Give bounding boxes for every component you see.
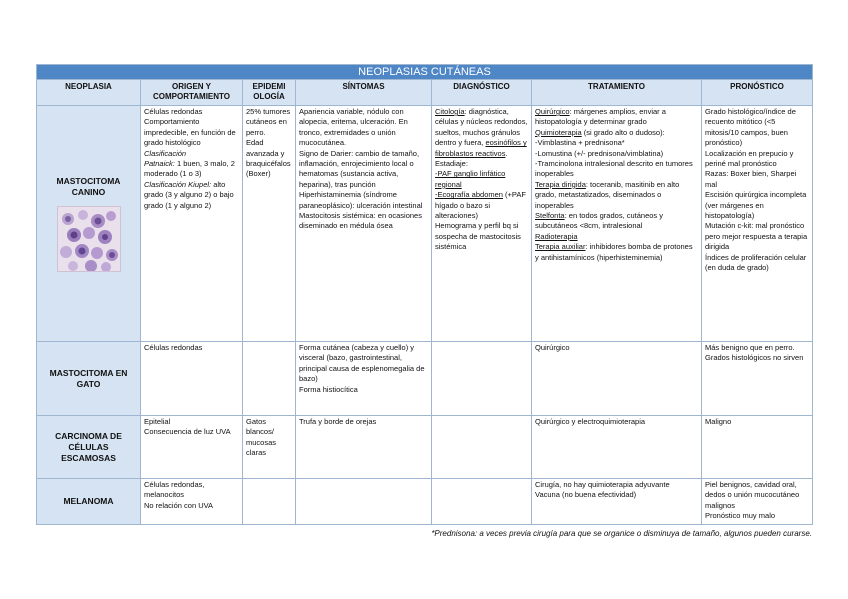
mast-cell-micrograph-image <box>57 206 121 272</box>
neoplasia-cell: CARCINOMA DE CÉLULAS ESCAMOSAS <box>37 416 141 479</box>
header-tratamiento: TRATAMIENTO <box>532 80 702 106</box>
origen-cell: Células redondas <box>141 342 243 416</box>
diagnostico-cell: Citología: diagnóstica, células y núcleos redondos, sueltos, muchos gránulos dentro y fuera, eosinófilos y fibroblastos reactivos. Estadiaje: -PAF ganglio linfático regional -Ecografía abdomen (+PAF hígado o bazo si alteraciones) Hemograma y perfil bq si sospecha de mastocitosis sistémica <box>432 106 532 342</box>
tratamiento-cell: Cirugía, no hay quimioterapia adyuvante Vacuna (no buena efectividad) <box>532 479 702 525</box>
sintomas-cell <box>296 479 432 525</box>
pronostico-cell: Maligno <box>702 416 813 479</box>
neoplasia-cell: MELANOMA <box>37 479 141 525</box>
sintomas-cell: Forma cutánea (cabeza y cuello) y visceral (bazo, gastrointestinal, principal causa de esplenomegalia de bazo) Forma histiocítica <box>296 342 432 416</box>
table-row-mastocitoma-gato <box>37 342 813 416</box>
header-epidemiologia: EPIDEMI OLOGÍA <box>243 80 296 106</box>
sintomas-cell: Apariencia variable, nódulo con alopecia, eritema, ulceración. En tronco, extremidades o unión mucocutánea. Signo de Darier: cambio de tamaño, inflamación, enrojecimiento local o hematomas (sustancia activa, heparina), tras punción Hiperhistaminemia (síndrome paraneoplásico): ulceración intestinal Mastocitosis sistémica: en ocasiones diseminado en médula ósea <box>296 106 432 342</box>
origen-cell: Epitelial Consecuencia de luz UVA <box>141 416 243 479</box>
tratamiento-cell: Quirúrgico y electroquimioterapia <box>532 416 702 479</box>
pronostico-cell: Piel benignos, cavidad oral, dedos o unión mucocutáneo malignos Pronóstico muy malo <box>702 479 813 525</box>
origen-cell: Células redondas, melanocitos No relación con UVA <box>141 479 243 525</box>
table-title: NEOPLASIAS CUTÁNEAS <box>37 65 813 80</box>
origen-cell: Células redondas Comportamiento impredecible, en función de grado histológico Clasificación Patnaick: 1 buen, 3 malo, 2 moderado (1 o 3) Clasificación Kiupel: alto grado (3 y alguno 2) o bajo grado (1 y alguno 2) <box>141 106 243 342</box>
tratamiento-cell: Quirúrgico <box>532 342 702 416</box>
epidemiologia-cell: 25% tumores cutáneos en perro. Edad avanzada y braquicéfalos (Boxer) <box>243 106 296 342</box>
epidemiologia-cell <box>243 342 296 416</box>
neoplasias-table-sheet <box>36 64 812 525</box>
diagnostico-cell <box>432 342 532 416</box>
neoplasias-table <box>36 64 813 525</box>
tratamiento-cell: Quirúrgico: márgenes amplios, enviar a histopatología y determinar grado Quimioterapia (si grado alto o dudoso): -Vimblastina + prednisona* -Lomustina (+/- prednisona/vimblatina) -Tramcinolona intralesional descrito en tumores inoperables Terapia dirigida: toceranib, masitinib en alto grado, metastatizados, diseminados o inoperables Stelfonta: en todos grados, cutáneos y subcutáneos <8cm, intralesional Radioterapia Terapia auxiliar: inhibidores bomba de protones y antihistamínicos (hiperhisteminemia) <box>532 106 702 342</box>
sintomas-cell: Trufa y borde de orejas <box>296 416 432 479</box>
epidemiologia-cell: Gatos blancos/ mucosas claras <box>243 416 296 479</box>
table-row-melanoma <box>37 479 813 525</box>
neoplasia-name: MASTOCITOMA <box>56 175 121 186</box>
header-sintomas: SÍNTOMAS <box>296 80 432 106</box>
table-row-mastocitoma-canino <box>37 106 813 342</box>
pronostico-cell: Más benigno que en perro. Grados histológicos no sirven <box>702 342 813 416</box>
footnote: *Prednisona: a veces previa cirugía para que se organice o disminuya de tamaño, algunos pueden curarse. <box>431 529 812 538</box>
header-origen: ORIGEN Y COMPORTAMIENTO <box>141 80 243 106</box>
pronostico-cell: Grado histológico/índice de recuento mitótico (<5 mitosis/10 campos, buen pronóstico) Localización en prepucio y periné mal pronóstico Razas: Boxer bien, Sharpei mal Escisión quirúrgica incompleta (ver márgenes en histopatología) Mutación c-kit: mal pronóstico pero mejor respuesta a terapia dirigida Índices de proliferación celular (en duda de grado) <box>702 106 813 342</box>
diagnostico-cell <box>432 416 532 479</box>
header-neoplasia: NEOPLASIA <box>37 80 141 106</box>
header-pronostico: PRONÓSTICO <box>702 80 813 106</box>
diagnostico-cell <box>432 479 532 525</box>
header-diagnostico: DIAGNÓSTICO <box>432 80 532 106</box>
table-row-carcinoma <box>37 416 813 479</box>
neoplasia-cell: MASTOCITOMA CANINO <box>37 106 141 342</box>
epidemiologia-cell <box>243 479 296 525</box>
neoplasia-cell: MASTOCITOMA EN GATO <box>37 342 141 416</box>
